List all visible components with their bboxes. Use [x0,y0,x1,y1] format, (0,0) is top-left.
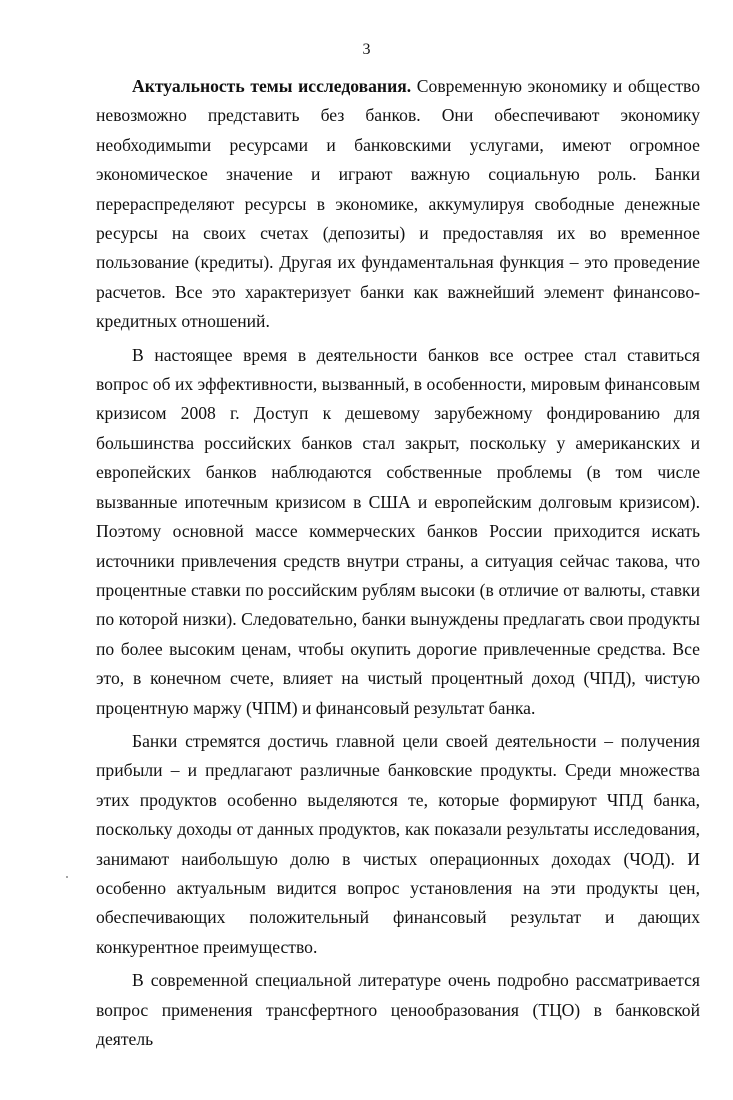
page-number: 3 [362,41,371,58]
paragraph-efficiency: В настоящее время в деятельности банков все острее стал ставиться вопрос об их эффективности, вызванный, в особенности, мировым финансовым кризисом 2008 г. Доступ к дешевому зарубежному фондированию для большинства российских банков стал закрыт, поскольку у американских и европейских банков наблюдаются собственные проблемы (в том числе вызванные ипотечным кризисом в США и европейским долговым кризисом). Поэтому основной массе коммерческих банков России приходится искать источники привлечения средств внутри страны, а ситуация сейчас такова, что процентные ставки по российским рублям высоки (в отличие от валюты, ставки по которой низки). Следовательно, банки вынуждены предлагать свои продукты по более высоким ценам, чтобы окупить дорогие привлеченные средства. Все это, в конечном счете, влияет на чистый процентный доход (ЧПД), чистую процентную маржу (ЧПМ) и финансовый результат банка. [96,344,700,718]
scan-speck [66,876,68,878]
paragraph-bank-products: Банки стремятся достичь главной цели своей деятельности – получения прибыли – и предлагают различные банковские продукты. Среди множества этих продуктов особенно выделяются те, которые формируют ЧПД банка, поскольку доходы от данных продуктов, как показали результаты исследования, занимают наибольшую долю в чистых операционных доходах (ЧОД). И особенно актуальным видится вопрос установления на эти продукты цен, обеспечивающих положительный финансовый результат и дающих конкурентное преимущество. [96,730,700,957]
paragraph-lead-heading: Актуальность темы исследования. [132,76,412,96]
paragraph-relevance [96,72,700,337]
paragraph-text: Современную экономику и общество невозможно представить без банков. Они обеспечивают экономику необходимыmи ресурсами и банковскими услугами, имеют огромное экономическое значение и играют важную социальную роль. Банки перераспределяют ресурсы в экономике, аккумулируя свободные денежные ресурсы на своих счетах (депозиты) и предоставляя их во временное пользование (кредиты). Другая их фундаментальная функция – это проведение расчетов. Все это характеризует банки как важнейший элемент финансово-кредитных отношений. [96,76,700,332]
document-body [96,72,700,1054]
paragraph-literature: В современной специальной литературе очень подробно рассматривается вопрос применения трансфертного ценообразования (ТЦО) в банковской деятель [96,970,700,1049]
